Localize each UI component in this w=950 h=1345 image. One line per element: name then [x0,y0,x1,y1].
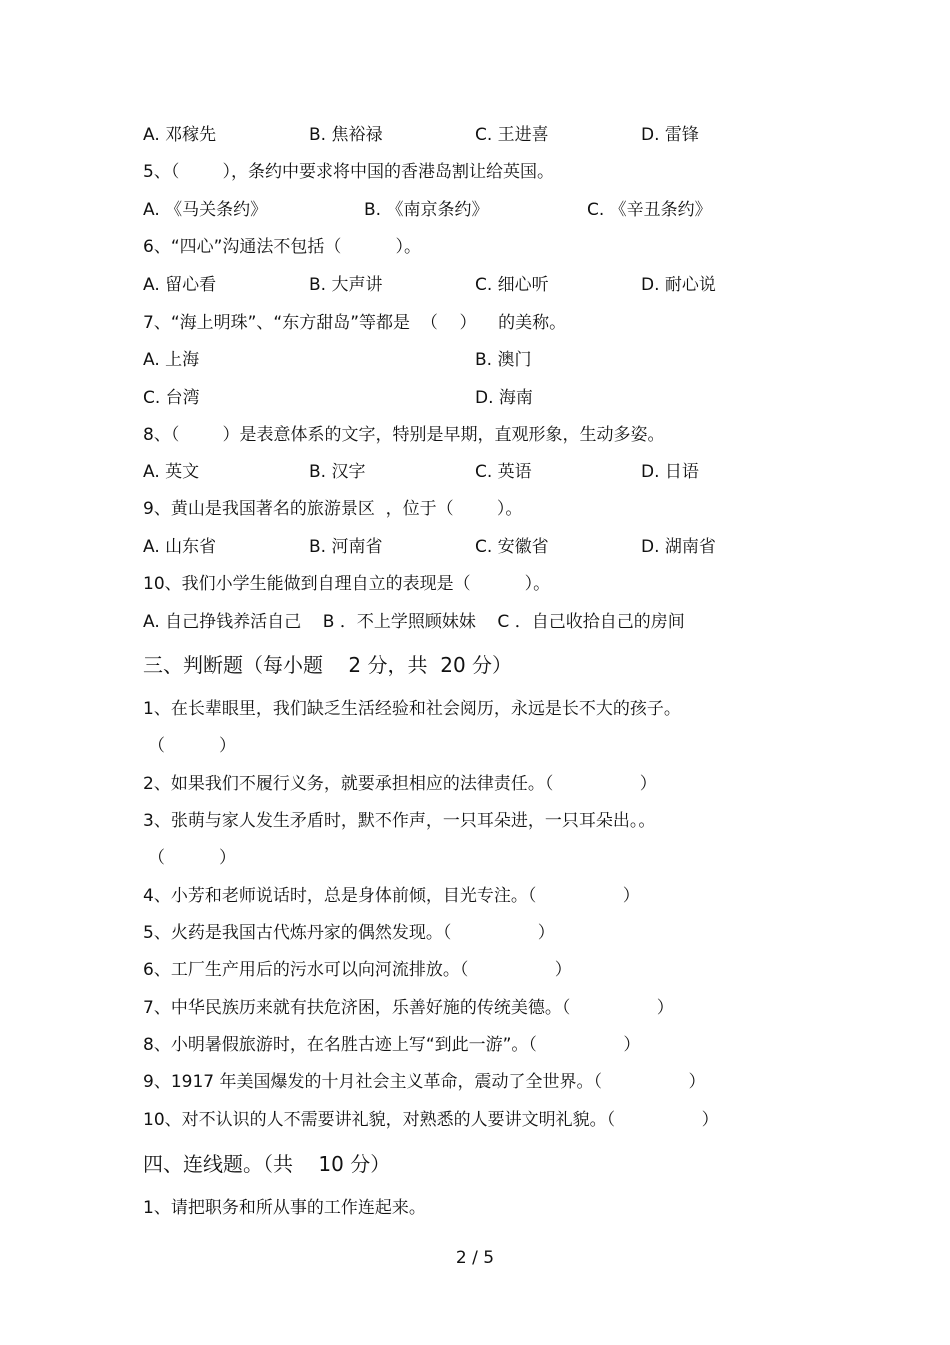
judge-item-9: 9、1917 年美国爆发的十月社会主义革命，震动了全世界。（ ） [143,1072,706,1092]
q8-option-b: B. 汉字 [309,462,366,482]
judge-item-1: 1、在长辈眼里，我们缺乏生活经验和社会阅历，永远是长不大的孩子。 [143,699,681,719]
q9-option-d: D. 湖南省 [641,537,716,557]
q6-stem: 6、“四心”沟通法不包括（ ）。 [143,237,421,257]
q10-options: A. 自己挣钱养活自己 B ．不上学照顾妹妹 C ．自己收拾自己的房间 [143,612,685,632]
q8-option-d: D. 日语 [641,462,699,482]
q10-stem: 10、我们小学生能做到自理自立的表现是（ ）。 [143,574,551,594]
section3-heading: 三、判断题（每小题 2 分，共 20 分） [143,653,513,677]
judge-item-6: 6、工厂生产用后的污水可以向河流排放。（ ） [143,960,572,980]
q9-option-c: C. 安徽省 [475,537,549,557]
q4-option-d: D. 雷锋 [641,125,699,145]
q7-option-a: A. 上海 [143,350,200,370]
q4-option-b: B. 焦裕禄 [309,125,383,145]
section4-heading: 四、连线题。（共 10 分） [143,1152,391,1176]
q9-option-b: B. 河南省 [309,537,383,557]
judge-item-5: 5、火药是我国古代炼丹家的偶然发现。（ ） [143,923,555,943]
judge-item-7: 7、中华民族历来就有扶危济困，乐善好施的传统美德。（ ） [143,998,674,1018]
match-item-1: 1、请把职务和所从事的工作连起来。 [143,1198,426,1218]
q9-stem: 9、黄山是我国著名的旅游景区 ，位于（ ）。 [143,499,523,519]
q5-option-c: C. 《辛丑条约》 [587,200,712,220]
q5-option-a: A. 《马关条约》 [143,200,268,220]
q8-option-c: C. 英语 [475,462,532,482]
judge-item-2: 2、如果我们不履行义务，就要承担相应的法律责任。（ ） [143,774,657,794]
judge-item-4: 4、小芳和老师说话时，总是身体前倾，目光专注。（ ） [143,886,640,906]
judge-item-3: 3、张萌与家人发生矛盾时，默不作声，一只耳朵进，一只耳朵出。。 [143,811,656,831]
q9-option-a: A. 山东省 [143,537,217,557]
q7-option-c: C. 台湾 [143,388,200,408]
q4-option-a: A. 邓稼先 [143,125,217,145]
judge-item-1-blank: （ ） [148,736,237,756]
q7-option-d: D. 海南 [475,388,533,408]
judge-item-10: 10、对不认识的人不需要讲礼貌，对熟悉的人要讲文明礼貌。（ ） [143,1110,719,1130]
q7-option-b: B. 澳门 [475,350,532,370]
q7-stem: 7、“海上明珠”、“东方甜岛”等都是 （ ） 的美称。 [143,313,567,333]
q6-option-a: A. 留心看 [143,275,217,295]
judge-item-8: 8、小明暑假旅游时，在名胜古迹上写“到此一游”。（ ） [143,1035,641,1055]
q6-option-b: B. 大声讲 [309,275,383,295]
q6-option-c: C. 细心听 [475,275,549,295]
judge-item-3-blank: （ ） [148,848,237,868]
q5-option-b: B. 《南京条约》 [364,200,489,220]
q4-option-c: C. 王进喜 [475,125,549,145]
page-number: 2 / 5 [455,1248,495,1268]
q5-stem: 5、（ ），条约中要求将中国的香港岛割让给英国。 [143,162,555,182]
q6-option-d: D. 耐心说 [641,275,716,295]
q8-option-a: A. 英文 [143,462,200,482]
q8-stem: 8、（ ）是表意体系的文字，特别是早期，直观形象，生动多姿。 [143,425,665,445]
